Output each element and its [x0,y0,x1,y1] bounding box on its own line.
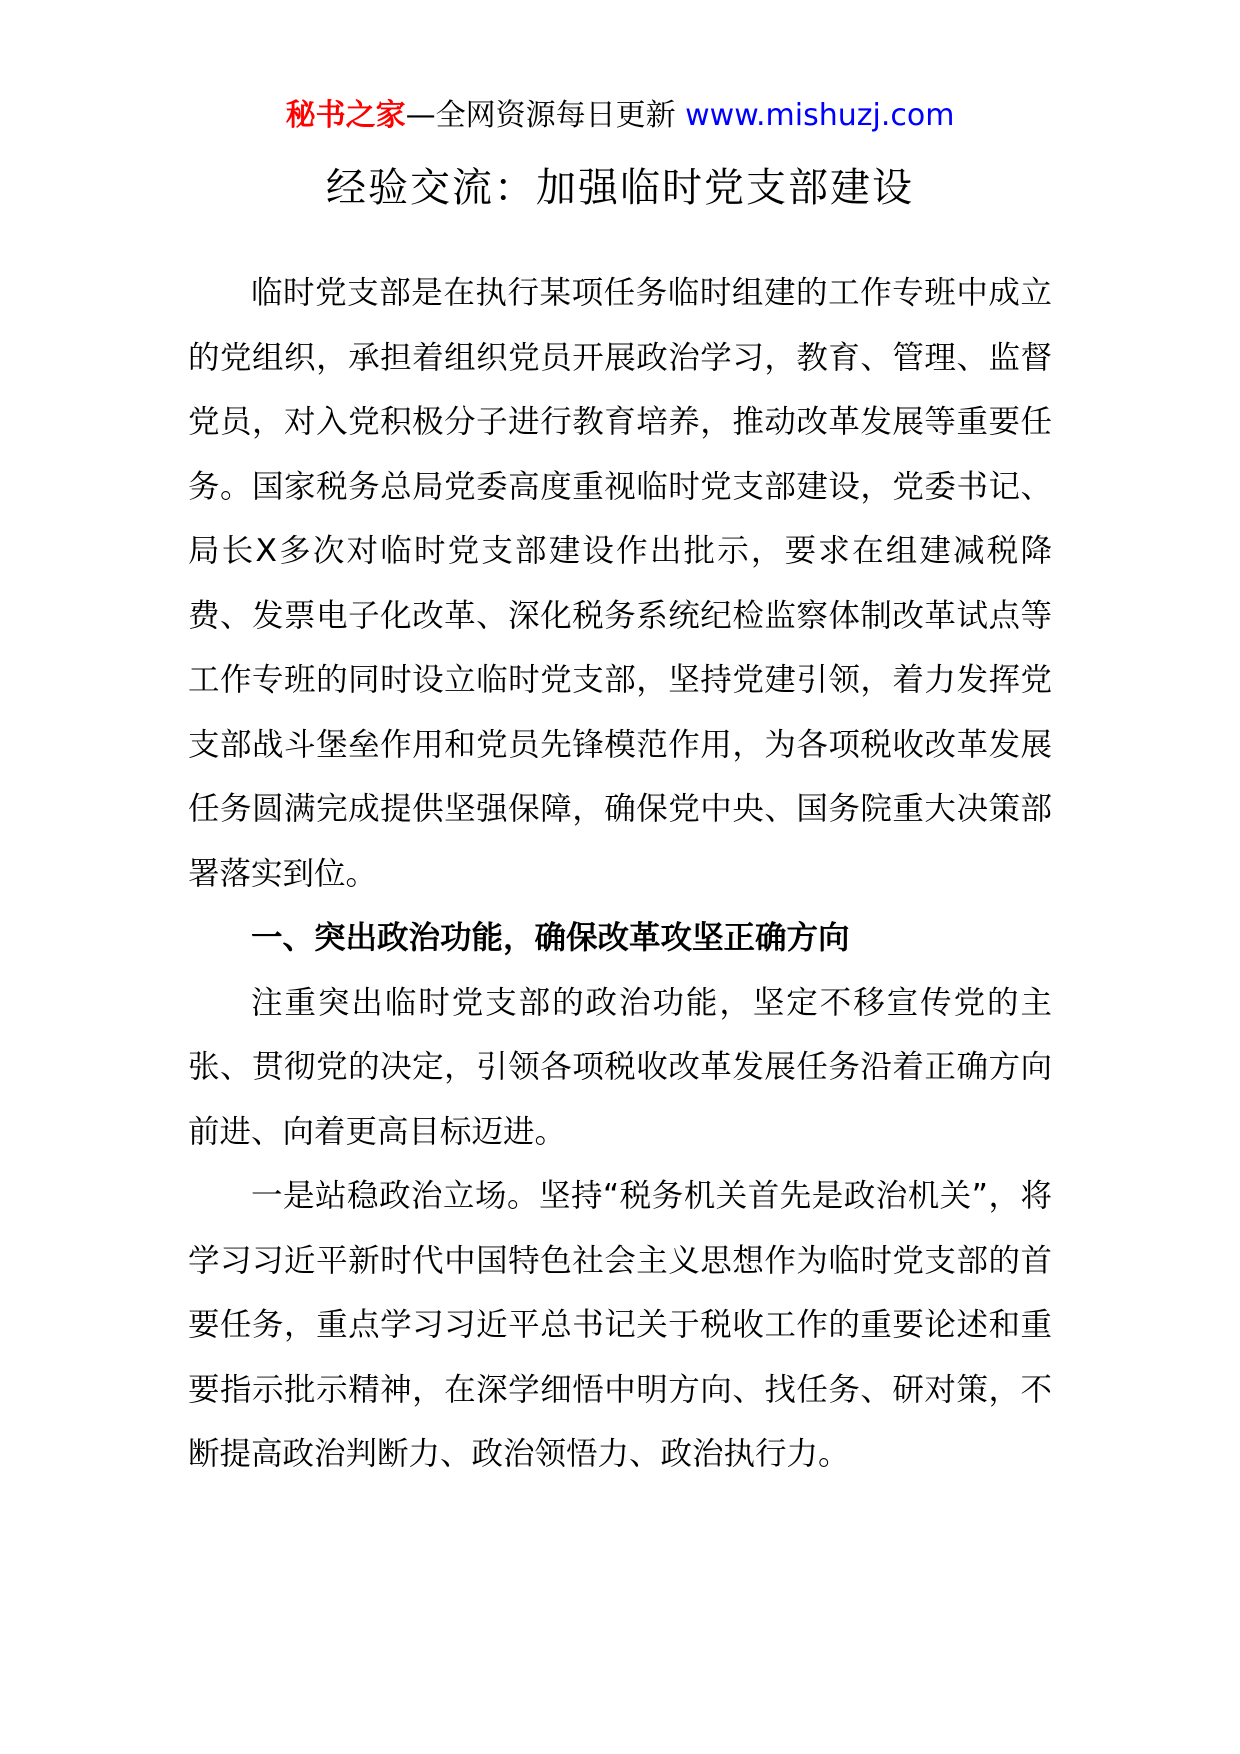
site-slogan: —全网资源每日更新 [405,98,676,133]
section-heading: 一、突出政治功能，确保改革攻坚正确方向 [251,920,850,956]
section-intro-paragraph: 注重突出临时党支部的政治功能，坚定不移宣传党的主张、贯彻党的决定，引领各项税收改革发展任务沿着正确方向前进、向着更高目标迈进。 [188,984,1052,1150]
site-header [0,96,1240,136]
site-url-link[interactable]: www.mishuzj.com [685,98,955,133]
intro-paragraph: 临时党支部是在执行某项任务临时组建的工作专班中成立的党组织，承担着组织党员开展政治学习，教育、管理、监督党员，对入党积极分子进行教育培养，推动改革发展等重要任务。国家税务总局党委高度重视临时党支部建设，党委书记、局长X多次对临时党支部建设作出批示，要求在组建减税降费、发票电子化改革、深化税务系统纪检监察体制改革试点等工作专班的同时设立临时党支部，坚持党建引领，着力发挥党支部战斗堡垒作用和党员先锋模范作用，为各项税收改革发展任务圆满完成提供坚强保障，确保党中央、国务院重大决策部署落实到位。 [188,275,1052,892]
point-paragraph: 一是站稳政治立场。坚持“税务机关首先是政治机关”，将学习习近平新时代中国特色社会主义思想作为临时党支部的首要任务，重点学习习近平总书记关于税收工作的重要论述和重要指示批示精神，在深学细悟中明方向、找任务、研对策，不断提高政治判断力、政治领悟力、政治执行力。 [188,1178,1052,1472]
document-body [188,261,1052,1487]
document-title: 经验交流：加强临时党支部建设 [326,165,914,211]
brand-name: 秘书之家 [285,98,406,133]
